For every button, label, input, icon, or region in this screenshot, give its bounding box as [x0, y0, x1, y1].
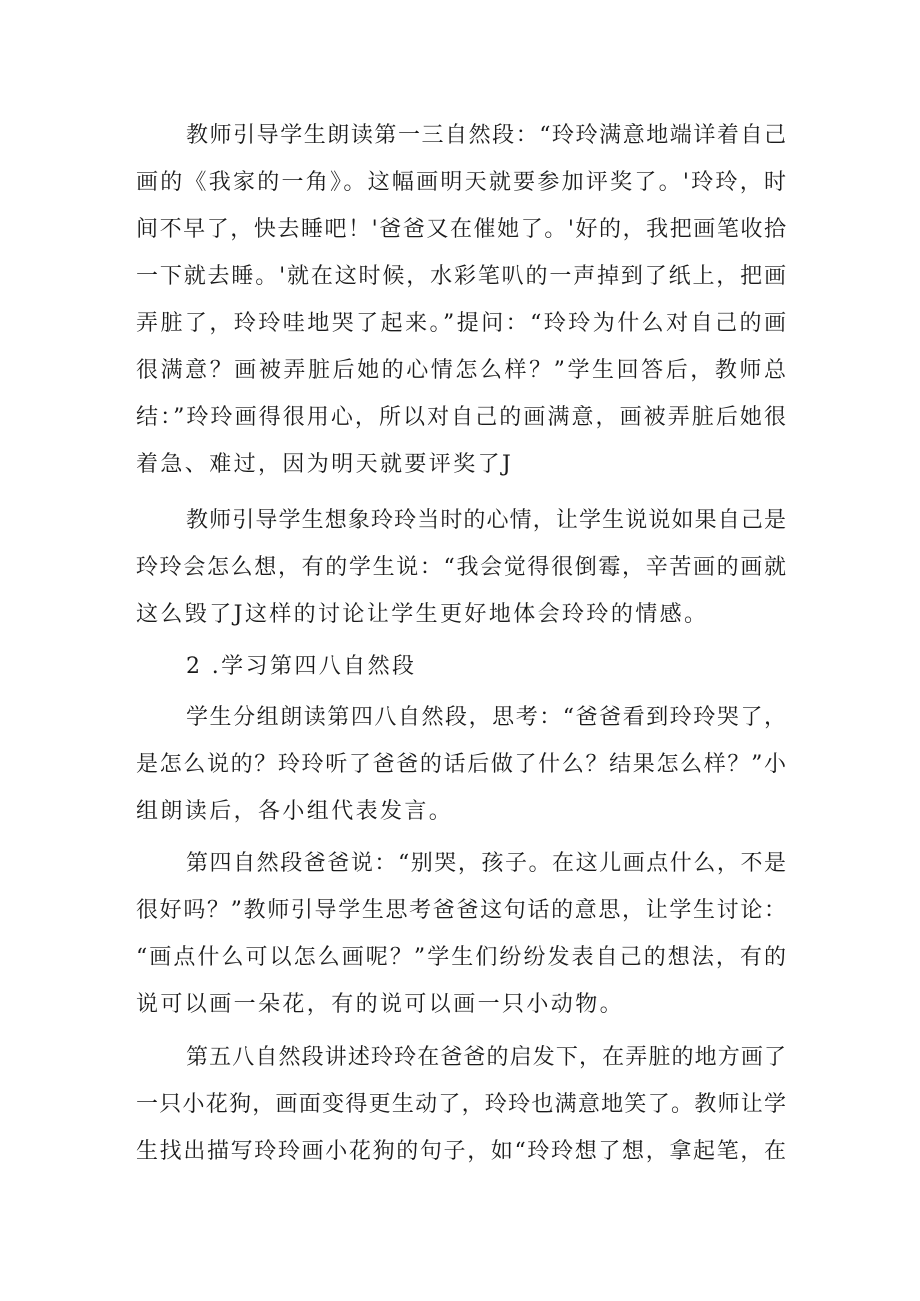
paragraph-5-line-3: 生找出描写玲玲画小花狗的句子，如“玲玲想了想，拿起笔，在: [136, 1139, 786, 1164]
paragraph-1-line-7: 结：”玲玲画得很用心，所以对自己的画满意，画被弄脏后她很: [136, 405, 786, 430]
paragraph-1-line-6: 很满意？画被弄脏后她的心情怎么样？”学生回答后，教师总: [136, 358, 786, 383]
paragraph-4-line-2: 很好吗？”教师引导学生思考爸爸这句话的意思，让学生讨论：: [136, 898, 786, 923]
paragraph-5-line-1: 第五八自然段讲述玲玲在爸爸的启发下，在弄脏的地方画了: [186, 1045, 786, 1070]
paragraph-1-line-4: 一下就去睡。'就在这时候，水彩笔叭的一声掉到了纸上，把画: [136, 264, 786, 289]
paragraph-1-line-5: 弄脏了，玲玲哇地哭了起来。”提问：“玲玲为什么对自己的画: [136, 311, 786, 336]
paragraph-1-line-2: 画的《我家的一角》。这幅画明天就要参加评奖了。'玲玲，时: [136, 170, 786, 195]
paragraph-1-line-3: 间不早了，快去睡吧！'爸爸又在催她了。'好的，我把画笔收拾: [136, 217, 786, 242]
paragraph-3-line-3: 组朗读后，各小组代表发言。: [136, 799, 454, 824]
paragraph-4-line-4: 说可以画一朵花，有的说可以画一只小动物。: [136, 992, 625, 1017]
paragraph-2-line-1: 教师引导学生想象玲玲当时的心情，让学生说说如果自己是: [186, 508, 786, 533]
paragraph-2-line-3: 这么毁了J这样的讨论让学生更好地体会玲玲的情感。: [136, 602, 709, 627]
paragraph-3-line-2: 是怎么说的？玲玲听了爸爸的话后做了什么？结果怎么样？”小: [136, 752, 786, 777]
paragraph-1-line-8: 着急、难过，因为明天就要评奖了J: [136, 452, 514, 477]
paragraph-1-line-1: 教师引导学生朗读第一三自然段：“玲玲满意地端详着自己: [186, 123, 786, 148]
paragraph-4-line-1: 第四自然段爸爸说：“别哭，孩子。在这儿画点什么，不是: [186, 851, 786, 876]
paragraph-4-line-3: “画点什么可以怎么画呢？”学生们纷纷发表自己的想法，有的: [136, 945, 786, 970]
paragraph-3-line-1: 学生分组朗读第四八自然段，思考：“爸爸看到玲玲哭了，: [186, 705, 786, 730]
paragraph-5-line-2: 一只小花狗，画面变得更生动了，玲玲也满意地笑了。教师让学: [136, 1092, 786, 1117]
section-heading: 2 .学习第四八自然段: [186, 654, 417, 679]
paragraph-2-line-2: 玲玲会怎么想，有的学生说：“我会觉得很倒霉，辛苦画的画就: [136, 555, 786, 580]
